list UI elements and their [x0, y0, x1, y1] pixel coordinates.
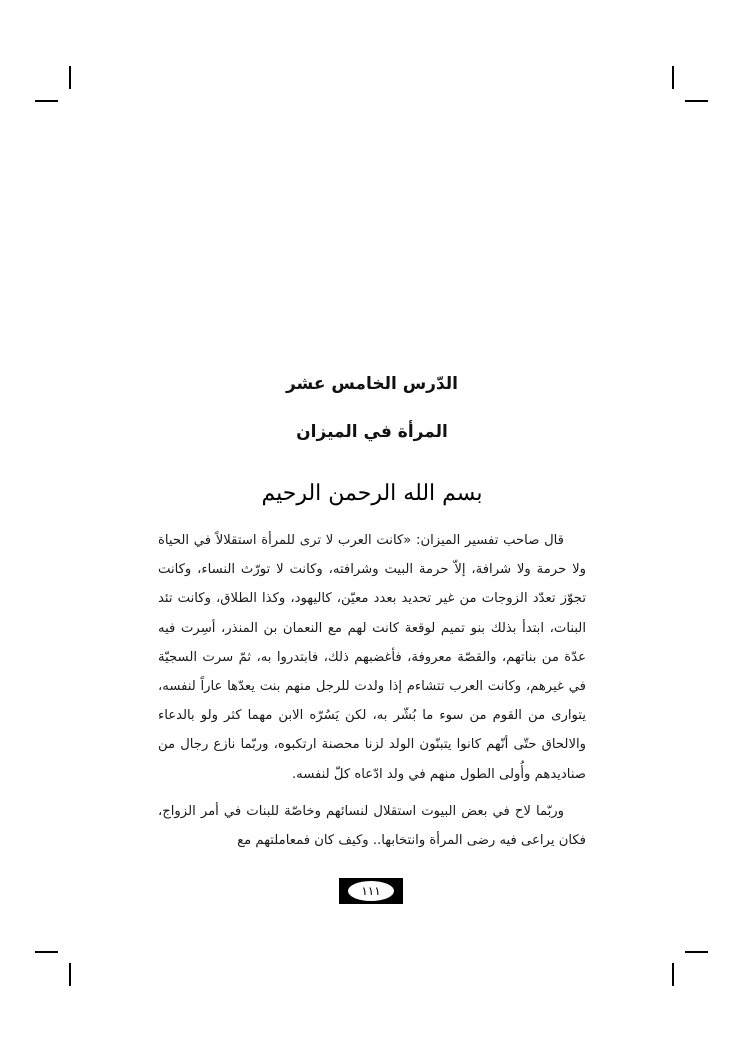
- crop-mark-top-right-horizontal: [685, 100, 708, 102]
- crop-mark-bottom-right-vertical: [672, 963, 674, 986]
- crop-mark-bottom-left-vertical: [69, 963, 71, 986]
- page-number: ١١١: [348, 881, 394, 901]
- crop-mark-top-right-vertical: [672, 66, 674, 89]
- crop-mark-bottom-left-horizontal: [35, 951, 58, 953]
- basmala-text: بسم الله الرحمن الرحيم: [261, 481, 483, 506]
- paragraph-1: قال صاحب تفسير الميزان: «كانت العرب لا ترى للمرأة استقلالاً في الحياة ولا حرمة ولا شرافة، إلاّ حرمة البيت وشرافته، وكانت لا تورّث النساء، وكانت تجوّز تعدّد الزوجات من غير تحديد بعدد معيّن، كاليهود، وكذا الطلاق، وكانت تئد البنات، ابتدأ بذلك بنو تميم لوقعة كانت لهم مع النعمان بن المنذر، أسِرت فيه عدّة من بناتهم، والقصّة معروفة، فأغضبهم ذلك، فابتدروا به، ثمّ سرت السجيّة في غيرهم، وكانت العرب تتشاءم إذا ولدت للرجل منهم بنت يعدّها عاراً لنفسه، يتوارى من القوم من سوء ما بُشّر به، لكن يَسُرّه الابن مهما كثر ولو بالدعاء والالحاق حتّى أنّهم كانوا يتبنّون الولد لزنا محصنة ارتكبوه، وربّما نازع رجال من صناديدهم وأُولى الطول منهم في ولد ادّعاه كلّ لنفسه.: [158, 533, 586, 782]
- basmala-calligraphy: [250, 474, 494, 514]
- crop-mark-top-left-horizontal: [35, 100, 58, 102]
- lesson-subtitle: المرأة في الميزان: [296, 422, 448, 442]
- crop-mark-bottom-right-horizontal: [685, 951, 708, 953]
- paragraph-2: وربّما لاح في بعض البيوت استقلال لنسائهم وخاصّة للبنات في أمر الزواج، فكان يراعى فيه رضى المرأة وانتخابها.. وكيف كان فمعاملتهم مع: [158, 803, 586, 849]
- body-text: [158, 526, 586, 855]
- crop-mark-top-left-vertical: [69, 66, 71, 89]
- page-number-badge: [339, 878, 403, 904]
- lesson-title: الدّرس الخامس عشر: [285, 374, 458, 394]
